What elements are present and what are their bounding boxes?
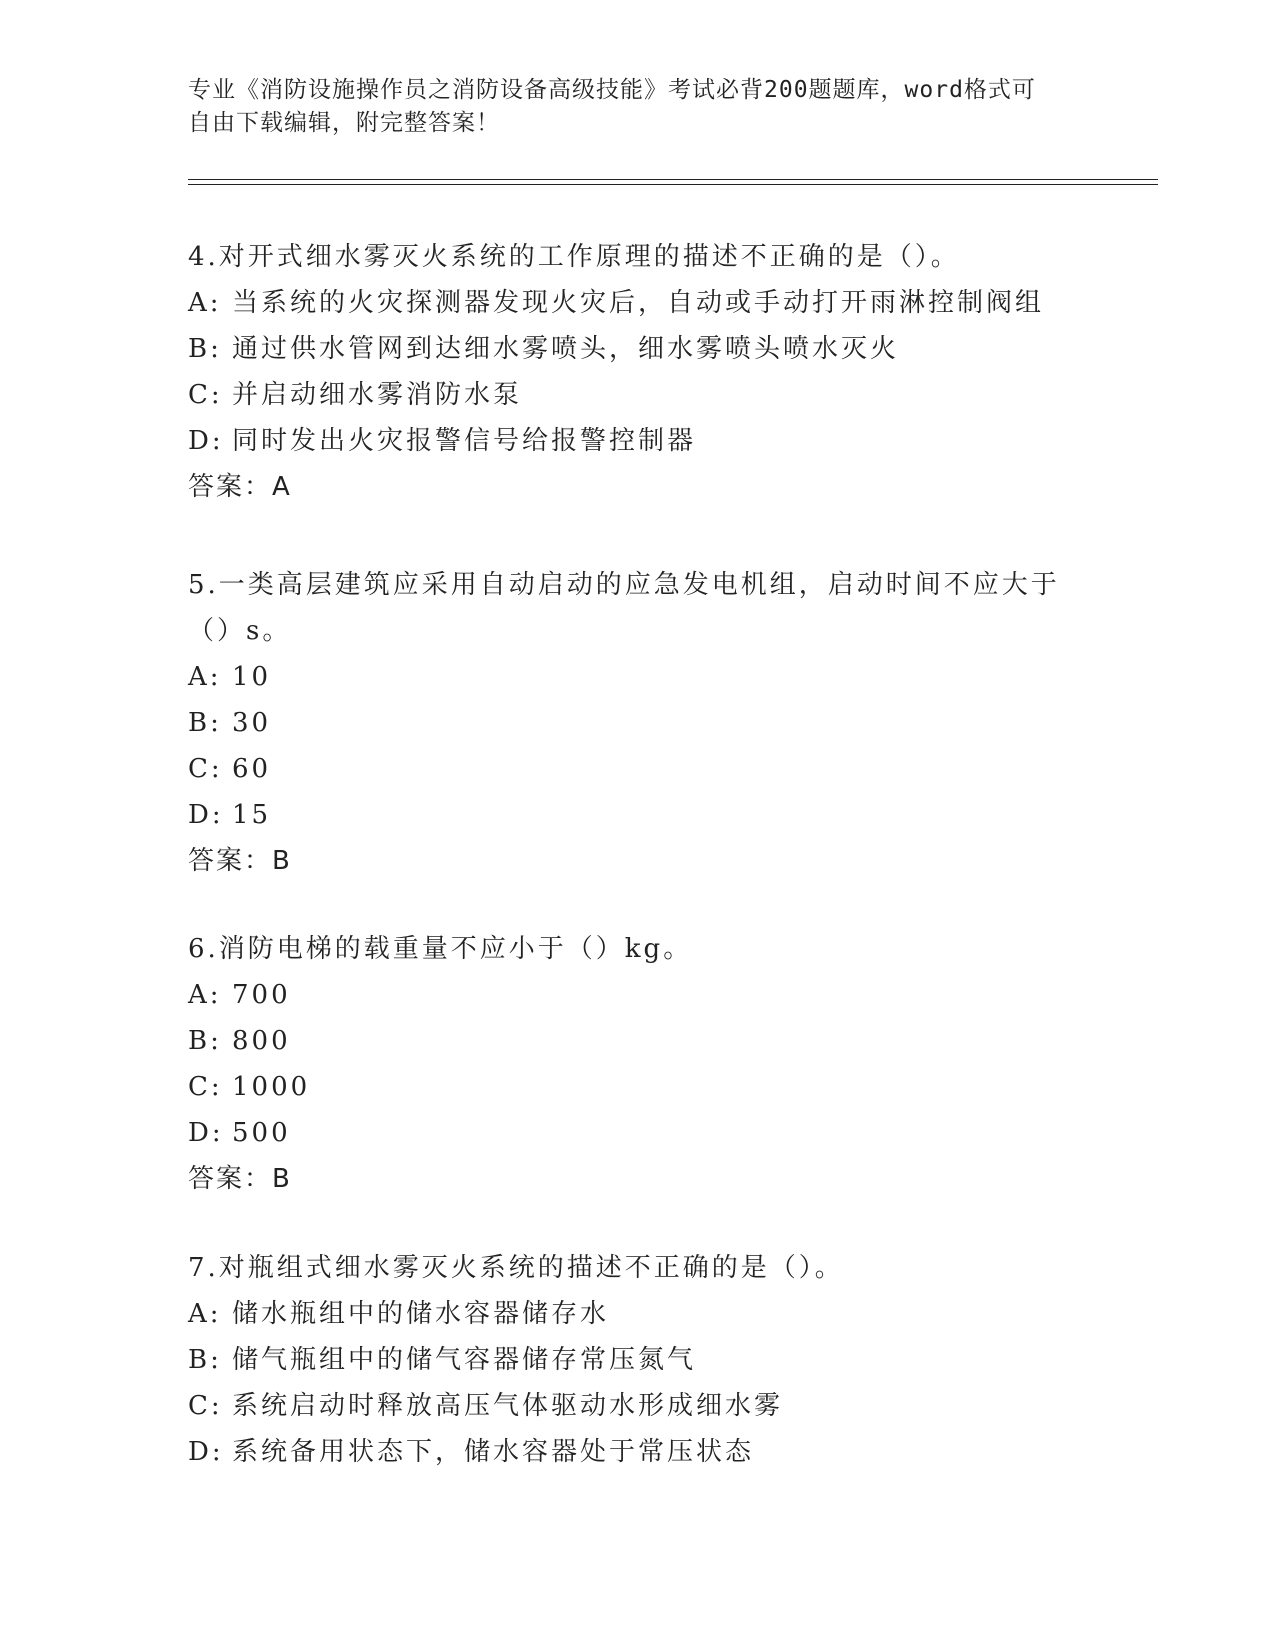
document-header: [188, 74, 1088, 140]
question-title: 5.一类高层建筑应采用自动启动的应急发电机组，启动时间不应大于（）s。: [188, 570, 1060, 646]
option-b: [188, 1337, 1068, 1383]
option-letter: B:: [188, 708, 222, 738]
option-letter: C:: [188, 754, 223, 784]
option-letter: B:: [188, 1345, 222, 1375]
option-text: 800: [232, 1026, 291, 1056]
option-text: 1000: [232, 1072, 311, 1102]
option-letter: D:: [188, 1118, 224, 1148]
header-line-1: 专业《消防设施操作员之消防设备高级技能》考试必背200题题库，word格式可: [188, 77, 1036, 103]
question-title: 4.对开式细水雾灭火系统的工作原理的描述不正确的是（）。: [188, 242, 960, 272]
option-text: 并启动细水雾消防水泵: [232, 380, 523, 410]
option-text: 当系统的火灾探测器发现火灾后，自动或手动打开雨淋控制阀组: [232, 288, 1045, 318]
option-d: [188, 1429, 1068, 1475]
option-a: [188, 972, 1068, 1018]
answer-line: 答案：B: [188, 1164, 292, 1194]
option-letter: D:: [188, 426, 224, 456]
option-letter: A:: [188, 288, 222, 318]
option-letter: A:: [188, 1299, 222, 1329]
option-text: 15: [232, 800, 272, 830]
answer-line: 答案：B: [188, 846, 292, 876]
header-divider-bottom: [188, 184, 1158, 185]
option-b: [188, 326, 1068, 372]
question-title: 7.对瓶组式细水雾灭火系统的描述不正确的是（）。: [188, 1253, 844, 1283]
option-letter: A:: [188, 662, 222, 692]
option-d: [188, 792, 1068, 838]
option-d: [188, 418, 1068, 464]
question-7: [188, 1245, 1068, 1475]
option-text: 储水瓶组中的储水容器储存水: [232, 1299, 610, 1329]
answer-line: 答案：A: [188, 472, 292, 502]
option-letter: B:: [188, 334, 222, 364]
question-4: [188, 234, 1068, 510]
option-text: 储气瓶组中的储气容器储存常压氮气: [232, 1345, 697, 1375]
option-d: [188, 1110, 1068, 1156]
option-b: [188, 700, 1068, 746]
option-letter: B:: [188, 1026, 222, 1056]
option-text: 30: [232, 708, 272, 738]
option-text: 同时发出火灾报警信号给报警控制器: [232, 426, 697, 456]
option-c: [188, 1383, 1068, 1429]
option-b: [188, 1018, 1068, 1064]
question-title: 6.消防电梯的载重量不应小于（）kg。: [188, 934, 693, 964]
option-letter: C:: [188, 1072, 223, 1102]
option-letter: A:: [188, 980, 222, 1010]
option-text: 10: [232, 662, 272, 692]
question-5: [188, 562, 1068, 884]
option-text: 500: [232, 1118, 291, 1148]
option-letter: D:: [188, 800, 224, 830]
option-a: [188, 654, 1068, 700]
option-c: [188, 1064, 1068, 1110]
option-text: 通过供水管网到达细水雾喷头，细水雾喷头喷水灭火: [232, 334, 900, 364]
option-text: 700: [232, 980, 291, 1010]
option-c: [188, 372, 1068, 418]
option-a: [188, 1291, 1068, 1337]
question-6: [188, 926, 1068, 1202]
option-letter: C:: [188, 380, 223, 410]
header-divider-top: [188, 179, 1158, 180]
header-line-2: 自由下载编辑，附完整答案！: [188, 110, 500, 136]
option-text: 系统备用状态下，储水容器处于常压状态: [232, 1437, 755, 1467]
option-a: [188, 280, 1068, 326]
option-text: 系统启动时释放高压气体驱动水形成细水雾: [232, 1391, 784, 1421]
option-letter: C:: [188, 1391, 223, 1421]
option-text: 60: [232, 754, 272, 784]
option-letter: D:: [188, 1437, 224, 1467]
option-c: [188, 746, 1068, 792]
